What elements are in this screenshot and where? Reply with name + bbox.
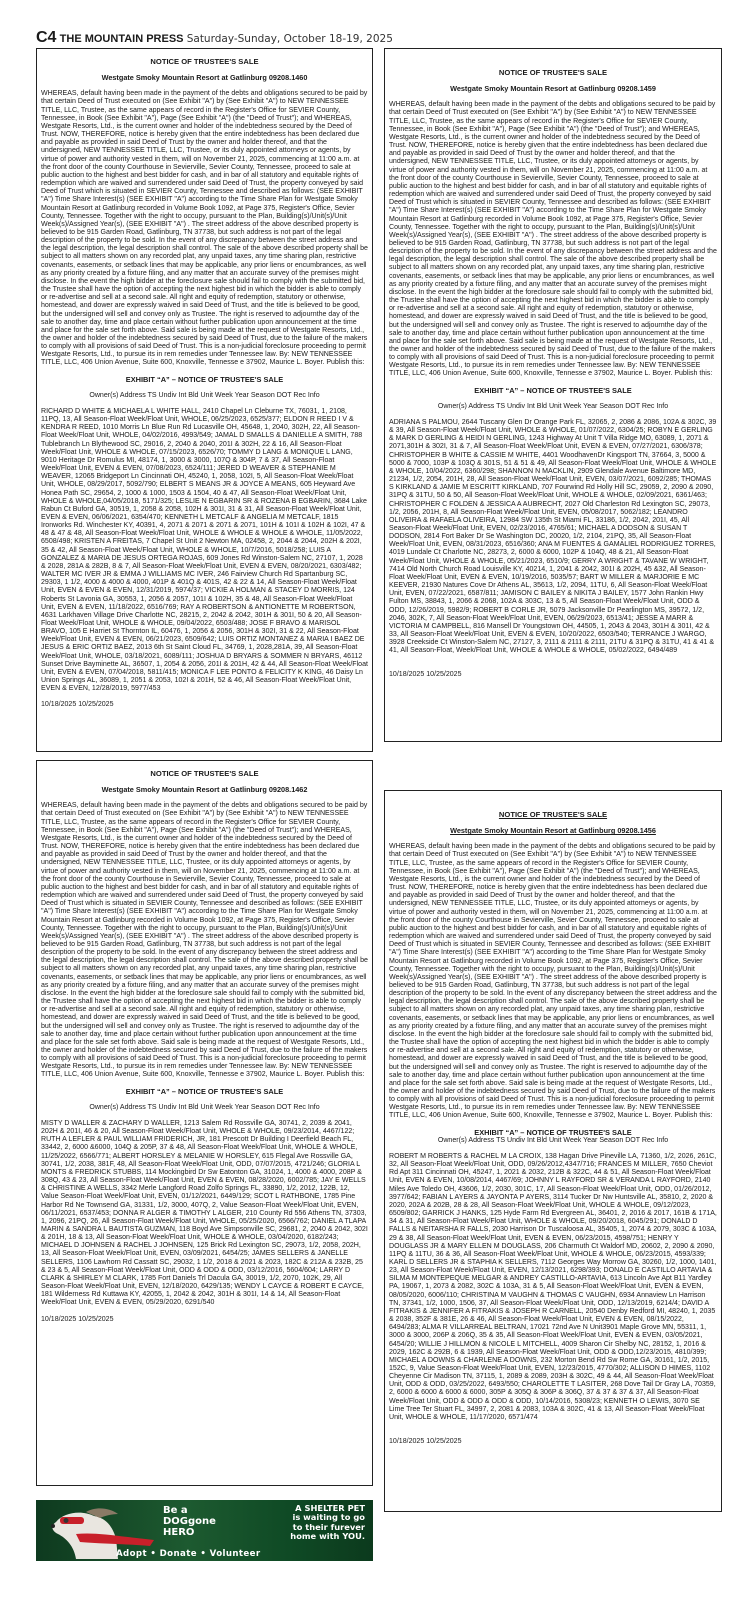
- publish-dates: 10/18/2025 10/25/2025: [389, 671, 462, 679]
- ad-headline-line: Be a: [163, 1505, 188, 1516]
- page-number: C4: [36, 29, 57, 46]
- exhibit-columns: Owner(s) Address TS Undiv Int Bld Unit Week Year Season DOT Rec Info: [437, 1136, 669, 1144]
- notice-body: WHEREAS, default having been made in the payment of the debts and obligations secured to be paid by that certain Deed of Trust executed on (See Exhibit "A") by (See Exhibit "A") to NEW TENNESSEE TITLE, LLC, Trustee, as the same appears of record in the Register's Office for SEVIER County, Tennessee, in Book (See Exhibit "A"), Page (See Exhibit "A") (the "Deed of Trust"); and WHEREAS, Westgate Resorts, Ltd., is the current owner and holder of the indebtedness secured by the Deed of Trust. NOW, THEREFORE, notice is hereby given that the entire indebtedness has been declared due and payable as provided in said Deed of Trust by the owner and holder thereof, and that the undersigned, NEW TENNESSEE TITLE, LLC, Trustee, or its duly appointed attorneys or agents, by virtue of power and authority vested in them, will on November 21, 2025, commencing at 11:00 a.m. at the front door of the county Courthouse in Sevierville, Sevier County, Tennessee, proceed to sale at public auction to the highest and best bidder for cash, and in bar of all statutory and equitable rights of redemption which are waived and surrendered under said Deed of Trust, the property conveyed by said Deed of Trust which is situated in SEVIER County, Tennessee and described as follows: (SEE EXHIBIT "A") Time Share Interest(s) (SEE EXHIBIT "A") according to the Time Share Plan for Westgate Smoky Mountain Resort at Gatlinburg recorded in Volume Book 1092, at Page 375, Register's Office, Sevier County, Tennessee. Together with the right to occupy, pursuant to the Plan, Building(s)/Unit(s)/Unit Week(s)/Assigned Year(s), (SEE EXHIBIT "A") . The street address of the above described property is believed to be 915 Garden Road, Gatlinburg, TN 37738, but such address is not part of the legal description of the property to be sold. In the event of any discrepancy between the street address and the legal description, the legal description shall control. The sale of the above described property shall be subject to all matters shown on any recorded plat, any unpaid taxes, any time sharing plan, restrictive covenants, easements, or setback lines that may be applicable, any prior liens or encumbrances, as well as any priority created by a fixture filing, and any matter that an accurate survey of the premises might disclose. In the event the high bidder at the foreclosure sale should fail to comply with the submitted bid, the Trustee shall have the option of accepting the next highest bid in which the bidder is able to comply or re-advertise and sell at a second sale. All right and equity of redemption, statutory or otherwise, homestead, and dower are expressly waived in said Deed of Trust, and the title is believed to be good, but the undersigned will sell and convey only as Trustee. The right is reserved to adjournthe day of the sale to another day, time and place certain without further publication upon announcement at the time and place for the sale set forth above. Said sale is being made at the request of Westgate Resorts, Ltd., the owner and holder of the indebtedness secured by said Deed of Trust, due to the failure of the makers to comply with all provisions of said Deed of Trust. This is a non-judicial foreclosure proceeding to permit Westgate Resorts, Ltd., to pursue its in rem remedies under Tennessee law. By: NEW TENNESSEE TITLE, LLC, 406 Union Avenue, Suite 600, Knoxville, Tennesse e 37902, Maurice L. Boyer. Publish this:: [41, 802, 368, 1079]
- exhibit-title: EXHIBIT “A” – NOTICE OF TRUSTEE'S SALE: [125, 1086, 284, 1096]
- ad-message-line: A SHELTER PET: [295, 1503, 365, 1513]
- publish-dates: 10/18/2025 10/25/2025: [389, 1438, 462, 1446]
- publish-dates: 10/18/2025 10/25/2025: [41, 1315, 114, 1323]
- notice-subtitle: Westgate Smoky Mountain Resort at Gatlinburg 09208.1462: [101, 785, 308, 795]
- ad-message-line: home with YOU.: [290, 1531, 365, 1542]
- ad-message: [290, 1504, 365, 1542]
- exhibit-columns: Owner(s) Address TS Undiv Int Bld Unit Week Year Season DOT Rec Info: [89, 1103, 320, 1111]
- shelter-pet-ad[interactable]: [36, 1500, 373, 1561]
- issue-date: Saturday-Sunday, October 18-19, 2025: [186, 33, 393, 45]
- legal-notice-1460: [36, 48, 373, 752]
- exhibit-records: ADRIANA S PALMOU, 2644 Tuscany Glen Dr Orange Park FL, 32065, 2, 2086 & 2086, 102A & 302C, 39 & 39, All Season-Float Week/Float Unit, WHOLE & WHOLE, 01/07/2022, 6304/25; ROBYN E GERLING & MARK D GERLING & HEIDI N GERLING, 1243 Highway At Unit T Villa Ridge MO, 63089, 1, 2071 & 2071,301H & 302I, 31 & 7, All Season-Float Week/Float Unit, EVEN & EVEN, 07/27/2021, 6306/378; CHRISTOPHER B WHITE & CASSIE M WHITE, 4401 WoodhavenDr Kingsport TN, 37664, 3, 5000 & 5000 & 7000, 103P & 103Q & 301S, 51 & 51 & 49, All Season-Float Week/Float Unit, WHOLE & WHOLE & WHOLE, 10/04/2022, 6360/298; SHANNON N MACKLIN, 2909 Glendale Avenue Baltimore MD, 21234, 1/2, 2054, 201H, 28, All Season-Float Week/Float Unit, EVEN, 03/07/2021, 6092/285; THOMAS S KIRKLAND & JAMIE M ESCRITT KIRKLAND, 707 Fourwind Rd Holly Hill SC, 29059, 2, 2090 & 2090, 31PQ & 31TU, 50 & 50, All Season-Float Week/Float Unit, WHOLE & WHOLE, 02/09/2021, 6361/463; CHRISTOPHER C FOLDEN & JESSICA A AUBRECHT, 2027 Old Charleston Rd Lexington SC, 29073, 1/2, 2056, 201H, 8, All Season-Float Week/Float Unit, EVEN, 05/08/2017, 5062/182; LEANDRO OLIVEIRA & RAFAELA OLIVEIRA, 12984 SW 135th St Miami FL, 33186, 1/2, 2042, 201I, 45, All Season-Float Week/Float Unit, EVEN, 02/23/2016, 4765/61; MICHAEL A DODSON & SUSAN T DODSON, 2814 Fort Baker Dr Se Washington DC, 20020, 1/2, 2104, 21PQ, 35, All Season-Float Week/Float Unit, EVEN, 08/31/2023, 6516/360; ANA M FUENTES & GAMALIEL RODRIGUEZ TORRES, 4019 Lundale Ct Charlotte NC, 28273, 2, 6000 & 6000, 102P & 104Q, 48 & 21, All Season-Float Week/Float Unit, WHOLE & WHOLE, 05/21/2023, 6510/9; GERRY A WRIGHT & TAVANE W WRIGHT, 7414 Old North Church Road Louisville KY, 40214, 1, 2041 & 2042, 301I & 202H, 45 &32, All Season-Float Week/Float Unit, EVEN & EVEN, 10/19/2016, 5035/57; BART W MILLER & MARJORIE E MC KEEVER, 21930 Natures Cove Dr Athens AL, 35613, 1/2, 2094, 11TU, 6, All Season-Float Week/Float Unit, EVEN, 07/22/2021, 6587/811; JAMISON C BAILEY & NIKITA J BAILEY, 1577 John Rankin Hwy Fulton MS, 38843, 1, 2066 & 2068, 102A & 303C, 13 & 5, All Season-Float Week/Float Unit, ODD & ODD, 12/26/2019, 5982/9; ROBERT B CORLE JR, 5079 Jacksonville Dr Pearlington MS, 39572, 1/2, 2046, 302K, 7, All Season-Float Week/Float Unit, EVEN, 06/29/2023, 6513/41; JESSE A MARR & VICTORIA M CAMPBELL, 816 Mansell Dr Youngstown OH, 44505, 1, 2043 & 2043, 301H & 301I, 42 & 33, All Season-Float Week/Float Unit, EVEN & EVEN, 10/20/2022, 6503/540; TERRANCE J WARGO, 3928 Creekside Ct Winston-Salem NC, 27127, 3, 2111 & 2111 & 2111, 21TU & 31PQ & 31TU, 41 & 41 & 41, All Season-Float, Week/Float Unit, WHOLE & WHOLE & WHOLE, 05/02/2022, 6494/489: [389, 418, 717, 655]
- ad-headline: [163, 1505, 216, 1538]
- notice-title: NOTICE OF TRUSTEE'S SALE: [498, 68, 608, 77]
- newspaper-name: THE MOUNTAIN PRESS: [59, 33, 184, 45]
- legal-notice-1456: [384, 790, 722, 1512]
- notice-body: WHEREAS, default having been made in the payment of the debts and obligations secured to be paid by that certain Deed of Trust executed on (See Exhibit "A") by (See Exhibit "A") to NEW TENNESSEE TITLE, LLC, Trustee, as the same appears of record in the Register's Office for SEVIER County, Tennessee, in Book (See Exhibit "A"), Page (See Exhibit "A") (the "Deed of Trust"); and WHEREAS, Westgate Resorts, Ltd., is the current owner and holder of the indebtedness secured by the Deed of Trust. NOW, THEREFORE, notice is hereby given that the entire indebtedness has been declared due and payable as provided in said Deed of Trust by the owner and holder thereof, and that the undersigned, NEW TENNESSEE TITLE, LLC, Trustee, or its duly appointed attorneys or agents, by virtue of power and authority vested in them, will on November 21, 2025, commencing at 11:00 a.m. at the front door of the county Courthouse in Sevierville, Sevier County, Tennessee, proceed to sale at public auction to the highest and best bidder for cash, and in bar of all statutory and equitable rights of redemption which are waived and surrendered under said Deed of Trust, the property conveyed by said Deed of Trust which is situated in SEVIER County, Tennessee and described as follows: (SEE EXHIBIT "A") Time Share Interest(s) (SEE EXHIBIT "A") according to the Time Share Plan for Westgate Smoky Mountain Resort at Gatlinburg recorded in Volume Book 1092, at Page 375, Register's Office, Sevier County, Tennessee. Together with the right to occupy, pursuant to the Plan, Building(s)/Unit(s)/Unit Week(s)/Assigned Year(s), (SEE EXHIBIT "A") . The street address of the above described property is believed to be 915 Garden Road, Gatlinburg, TN 37738, but such address is not part of the legal description of the property to be sold. In the event of any discrepancy between the street address and the legal description, the legal description shall control. The sale of the above described property shall be subject to all matters shown on any recorded plat, any unpaid taxes, any time sharing plan, restrictive covenants, easements, or setback lines that may be applicable, any prior liens or encumbrances, as well as any priority created by a fixture filing, and any matter that an accurate survey of the premises might disclose. In the event the high bidder at the foreclosure sale should fail to comply with the submitted bid, the Trustee shall have the option of accepting the next highest bid in which the bidder is able to comply or re-advertise and sell at a second sale. All right and equity of redemption, statutory or otherwise, homestead, and dower are expressly waived in said Deed of Trust, and the title is believed to be good, but the undersigned will sell and convey only as Trustee. The right is reserved to adjournthe day of the sale to another day, time and place certain without further publication upon announcement at the time and place for the sale set forth above. Said sale is being made at the request of Westgate Resorts, Ltd., the owner and holder of the indebtedness secured by said Deed of Trust, due to the failure of the makers to comply with all provisions of said Deed of Trust. This is a non-judicial foreclosure proceeding to permit Westgate Resorts, Ltd., to pursue its in rem remedies under Tennessee law. By: NEW TENNESSEE TITLE, LLC, 406 Union Avenue, Suite 600, Knoxville, Tennesse e 37902, Maurice L. Boyer. Publish this:: [389, 101, 717, 378]
- ad-headline-line: HERO: [163, 1527, 195, 1538]
- notice-subtitle: Westgate Smoky Mountain Resort at Gatlinburg 09208.1456: [450, 826, 656, 836]
- legal-notice-1462: [36, 760, 373, 1486]
- ad-message-line: to their furever: [292, 1521, 365, 1532]
- notice-title: NOTICE OF TRUSTEE'S SALE: [498, 810, 608, 819]
- publish-dates: 10/18/2025 10/25/2025: [41, 701, 114, 709]
- page-masthead: [36, 30, 393, 47]
- notice-body: WHEREAS, default having been made in the payment of the debts and obligations secured to be paid by that certain Deed of Trust executed on (See Exhibit "A") by (See Exhibit "A") to NEW TENNESSEE TITLE, LLC, Trustee, as the same appears of record in the Register's Office for SEVIER County, Tennessee, in Book (See Exhibit "A"), Page (See Exhibit "A") (the "Deed of Trust"); and WHEREAS, Westgate Resorts, Ltd., is the current owner and holder of the indebtedness secured by the Deed of Trust. NOW, THEREFORE, notice is hereby given that the entire indebtedness has been declared due and payable as provided in said Deed of Trust by the owner and holder thereof, and that the undersigned, NEW TENNESSEE TITLE, LLC, Trustee, or its duly appointed attorneys or agents, by virtue of power and authority vested in them, will on November 21, 2025, commencing at 11:00 a.m. at the front door of the county Courthouse in Sevierville, Sevier County, Tennessee, proceed to sale at public auction to the highest and best bidder for cash, and in bar of all statutory and equitable rights of redemption which are waived and surrendered under said Deed of Trust, the property conveyed by said Deed of Trust which is situated in SEVIER County, Tennessee and described as follows: (SEE EXHIBIT "A") Time Share Interest(s) (SEE EXHIBIT "A") according to the Time Share Plan for Westgate Smoky Mountain Resort at Gatlinburg recorded in Volume Book 1092, at Page 375, Register's Office, Sevier County, Tennessee. Together with the right to occupy, pursuant to the Plan, Building(s)/Unit(s)/Unit Week(s)/Assigned Year(s), (SEE EXHIBIT "A") . The street address of the above described property is believed to be 915 Garden Road, Gatlinburg, TN 37738, but such address is not part of the legal description of the property to be sold. In the event of any discrepancy between the street address and the legal description, the legal description shall control. The sale of the above described property shall be subject to all matters shown on any recorded plat, any unpaid taxes, any time sharing plan, restrictive covenants, easements, or setback lines that may be applicable, any prior liens or encumbrances, as well as any priority created by a fixture filing, and any matter that an accurate survey of the premises might disclose. In the event the high bidder at the foreclosure sale should fail to comply with the submitted bid, the Trustee shall have the option of accepting the next highest bid in which the bidder is able to comply or re-advertise and sell at a second sale. All right and equity of redemption, statutory or otherwise, homestead, and dower are expressly waived in said Deed of Trust, and the title is believed to be good, but the undersigned will sell and convey only as Trustee. The right is reserved to adjournthe day of the sale to another day, time and place certain without further publication upon announcement at the time and place for the sale set forth above. Said sale is being made at the request of Westgate Resorts, Ltd., the owner and holder of the indebtedness secured by said Deed of Trust, due to the failure of the makers to comply with all provisions of said Deed of Trust. This is a non-judicial foreclosure proceeding to permit Westgate Resorts, Ltd., to pursue its in rem remedies under Tennessee law. By: NEW TENNESSEE TITLE, LLC, 406 Union Avenue, Suite 600, Knoxville, Tennesse e 37902, Maurice L. Boyer. Publish this:: [389, 843, 717, 1120]
- ad-message-line: is waiting to go: [292, 1512, 365, 1523]
- legal-notice-1459: [384, 48, 722, 742]
- notice-title: NOTICE OF TRUSTEE'S SALE: [150, 57, 259, 66]
- exhibit-records: MISTY D WALLER & ZACHARY D WALLER, 1213 Salem Rd Rossville GA, 30741, 2, 2039 & 2041, 202H & 201I, 46 & 20, All Season-Float Week/Float Unit, WHOLE & WHOLE, 09/23/2014, 4467/122; RUTH A LEFLER & PAUL WILLIAM FRIDERICH, JR, 181 Prescott Dr Building I Deerfield Beach FL, 33442, 2, 6000 &6000, 104Q & 205P, 37 & 48, All Season-Float Week/Float Unit, WHOLE & WHOLE, 11/25/2022, 6566/771; ALBERT HORSLEY & MELANIE W HORSLEY, 615 Flegal Ave Rossville GA, 30741, 1/2, 2038, 381F, 48, All Season-Float Week/Float Unit, ODD, 07/07/2015, 4721/246; GLORIA L MONTS & FREDRICK STUBBS, 114 Mockingbird Dr Sw Eatonton GA, 31024, 1, 4000 & 4000, 208P & 308Q, 43 & 23, All Season-Float Week/Float Unit, EVEN & EVEN, 08/28/2020, 6002/785; JAY E WELLS & CHRISTINE A WELLS, 3342 Merle Langford Road Zolfo Springs FL, 33890, 1/2, 2012, 122B, 12, Value Season-Float Week/Float Unit, EVEN, 01/12/2021, 6449/129; SCOT L RATHBONE, 1785 Pine Harbor Rd Ne Townsend GA, 31331, 1/2, 3000, 407Q, 2, Value Season-Float Week/Float Unit, EVEN, 06/11/2021, 6537/453; DONNA R ALGER & TIMOTHY L ALGER, 210 County Rd 556 Athens TN, 37303, 1, 2096, 21PQ, 26, All Season-Float Week/Float Unit, WHOLE, 05/25/2020, 6566/762; DANIEL A TLAPA MARIN & SANDRA L BAUTISTA GUZMAN, 118 Boyd Ave Simpsonville SC, 29681, 2, 2040 & 2042, 302I & 201H, 18 & 13, All Season-Float Week/Float Unit, WHOLE & WHOLE, 03/04/2020, 6182/243; MICHAEL D JOHNSEN & RACHEL J JOHNSEN, 125 Brick Rd Lexington SC, 29073, 1/2, 2058, 202H, 13, All Season-Float Week/Float Unit, EVEN, 03/09/2021, 6454/25; JAMES SELLERS & JANELLE SELLERS, 1106 Lawhorn Rd Cassatt SC, 29032, 1 1/2, 2018 & 2021 & 2023, 182C & 212A & 232B, 25 & 23 & 5, All Season-Float Week/Float Unit, ODD & ODD & ODD, 03/12/2016, 5604/604; LARRY D CLARK & SHIRLEY M CLARK, 1785 Fort Daniels Trl Dacula GA, 30019, 1/2, 2070, 102K, 29, All Season-Float Week/Float Unit, EVEN, 12/18/2020, 6429/135; WENDY L CAYCE & ROBERT E CAYCE, 181 Wilderness Rd Kuttawa KY, 42055, 1, 2042 & 2042, 301H & 301I, 14 & 14, All Season-Float Week/Float Unit, EVEN & EVEN, 05/29/2020, 6291/540: [41, 1119, 368, 1307]
- notice-title: NOTICE OF TRUSTEE'S SALE: [150, 769, 259, 778]
- exhibit-columns: Owner(s) Address TS Undiv Int Bld Unit Week Year Season DOT Rec Info: [437, 402, 669, 410]
- exhibit-title: EXHIBIT “A” – NOTICE OF TRUSTEE'S SALE: [474, 385, 632, 395]
- exhibit-records: RICHARD D WHITE & MICHAELA L WHITE HALL, 2410 Chapel Ln Cleburne TX, 76031, 1, 2108, 11PQ, 13, All Season-Float Week/Float Unit, WHOLE, 06/25/2023, 6525/377; ELDON R REED I V & KENDRA R REED, 1010 Morris Ln Blue Run Rd Lucasville OH, 45648, 1, 2040, 302H, 22, All Season-Float Week/Float Unit, WHOLE, 04/02/2016, 4993/549; JAMAL D SMALLS & DANIELLE A SMITH, 788 Tublebranch Ln Blythewood SC, 29016, 2, 2040 & 2040, 201I & 302H, 22 & 16, All Season-Float Week/Float Unit, WHOLE & WHOLE, 07/15/2023, 6526/70; TOMMY D LANG & MONIQUE L LANG, 9010 Heritage Dr Romulus MI, 48174, 1, 3000 & 3000, 107Q & 304P, 7 & 37, All Season-Float Week/Float Unit, EVEN & EVEN, 07/08/2023, 6524/111; JERED D WEAVER & STEPHANIE M WEAVER, 12065 Bridgeport Ln Cincinnati OH, 45240, 1, 2058, 102I, 5, All Season-Float Week/Float Unit, WHOLE, 08/29/2017, 5092/790; ELBERT S MEANS JR & JOYCE A MEANS, 605 Heyward Ave Honea Path SC, 29654, 2, 1000 & 1000, 1503 & 1504, 40 & 47, All Season-Float Week/Float Unit, WHOLE & WHOLE,04/05/2018, 5171/325; LESLIE N EGBARIN SR & ROZENA B EGBARIN, 3684 Lake Rabun Ct Buford GA, 30519, 1, 2058 & 2058, 102H & 301I, 31 & 31, All Season-Float Week/Float Unit, EVEN & EVEN, 06/06/2021, 6354/470; KENNETH L METCALF & ANGELIA M METCALF, 1815 Ironworks Rd. Winchester KY, 40391, 4, 2071 & 2071 & 2071 & 2071, 101H & 101I & 102H & 102I, 47 & 48 & 47 & 48, All Season-Float Week/Float Unit, WHOLE & WHOLE & WHOLE & WHOLE, 11/05/2022, 6508/498; KRISTEN A FREITAS, 7 Chapel St Unit 2 Newton MA, 02458, 2, 2044 & 2044, 202H & 202I, 35 & 42, All Season-Float Week/Float Unit, WHOLE & WHOLE, 10/7/2016, 5018/258; LUIS A GONZALEZ & MARIA DE JESUS ORTEGA ROJAS, 609 Jones Rd Winston-Salem NC, 27107, 1, 2028 & 2028, 281A & 282B, 8 & 7, All Season-Float Week/Float Unit, EVEN & EVEN, 08/20/2021, 6303/482; WALTER MC IVER JR & EMMA J WILLIAMS MC IVER, 246 Fairview Church Rd Spartanburg SC, 29303, 1 1/2, 4000 & 4000 & 4000, 401P & 401Q & 401S, 42 & 22 & 14, All Season-Float Week/Float Unit, EVEN & EVEN & EVEN, 12/31/2019, 5974/37; VICKIE A HOLMAN & STACEY D MORRIS, 124 Roberts St Lavonia GA, 30553, 1, 2056 & 2057, 101I & 102H, 35 & 48, All Season-Float Week/Float Unit, EVEN & EVEN, 11/18/2022, 6516/769; RAY A ROBERTSON & ANTIONETTE M ROBERTSON, 4631 Larkhaven Village Drive Charlotte NC, 28215, 2, 2042 & 2042, 301H & 301I, 50 & 20, All Season-Float Week/Float Unit, WHOLE & WHOLE, 09/04/2022, 6503/488; JOSE F BRAVO & MARISOL BRAVO, 105 E Harriet St Thornton IL, 60476, 1, 2056 & 2056, 301H & 302I, 31 & 22, All Season-Float Week/Float Unit, EVEN & EVEN, 06/21/2023, 6509/642; LUIS ORTIZ MONTANEZ & MARIA I BAEZ DE JESUS & ERIC ORTIZ BAEZ, 2013 6th St Saint Cloud FL, 34769, 1, 2028,281A, 39, All Season-Float Week/Float Unit, WHOLE, 03/18/2021, 6089/111; JOSHUA D BRYARS & SOMMER N BRYARS, 46112 Sunset Drive Bayminette AL, 36507, 1, 2054 & 2056, 201I & 201H, 42 & 44, All Season-Float Week/Float Unit, EVEN & EVEN, 07/04/2018, 5811/415; MONICA F LEE PONTO & FELICITY K KING, 46 Daisy Ln Union Springs AL, 36089, 1, 2051 & 2053, 102I & 201H, 52 & 46, All Season-Float Week/Float Unit, EVEN & EVEN, 12/28/2019, 5977/453: [41, 407, 368, 693]
- exhibit-records: ROBERT M ROBERTS & RACHEL M LA CROIX, 138 Hagan Drive Pineville LA, 71360, 1/2, 2026, 261C, 32, All Season-Float Week/Float Unit, ODD, 09/26/2012,4347/716; FRANCES M MILLER, 7650 Cheviot Rd Apt 311 Cincinnati OH, 45247, 1, 2021 & 2032, 212B & 322C, 44 & 51, All Season-Float Week/Float Unit, EVEN & EVEN, 10/08/2014, 4467/69; JOHNNY L RAYFORD SR & VERANDA L RAYFORD, 2140 Miles Ave Toledo OH, 43606, 1/2, 2030, 301C, 17, All Season-Float Week/Float Unit, ODD, 01/26/2012, 3977/642; FABIAN L AYERS & JAYONTA P AYERS, 3114 Tucker Dr Nw Huntsville AL, 35810, 2, 2020 & 2020, 202A & 202B, 28 & 28, All Season-Float Week/Float Unit, WHOLE & WHOLE, 09/12/2023, 6509/802; GARRICK J HANKS, 125 Hyde Farm Rd Evergreen AL, 36401, 2, 2016 & 2017, 161B & 171A, 34 & 31, All Season-Float Week/Float Unit, WHOLE & WHOLE, 09/20/2018, 6045/291; DONALD D FALLS & NEITARSHA R FALLS, 2030 Harrison Dr Tuscaloosa AL, 35405, 1, 2074 & 2079, 303C & 103A, 29 & 38, All Season-Float Week/Float Unit, EVEN & EVEN, 06/23/2015, 4598/751; HENRY Y DOUGLASS JR & MARY ELLEN M DOUGLASS, 206 Charmuth Ct Waldorf MD, 20602, 2, 2090 & 2090, 11PQ & 11TU, 36 & 36, All Season-Float Week/Float Unit, WHOLE & WHOLE, 06/23/2015, 4593/339; KARL D SELLERS JR & STAPHIA K SELLERS, 7112 Georges Way Morrow GA, 30260, 1/2, 1000, 1401, 23, All Season-Float Week/Float Unit, EVEN, 12/13/2021, 6298/393; DONALD E CASTILLO ARTAVIA & SILMA M MONTEPEQUE MELGAR & ANDREY CASTILLO-ARTAVIA, 613 Lincoln Ave Apt B11 Yardley PA, 19067, 1, 2073 & 2082, 302C & 103A, 31 & 5, All Season-Float Week/Float Unit, EVEN & EVEN, 08/05/2020, 6006/110; CHRISTINA M VAUGHN & THOMAS C VAUGHN, 6934 Annaview Ln Harrison TN, 37341, 1/2, 1000, 1506, 37, All Season-Float Week/Float Unit, ODD, 12/13/2019, 6214/4; DAVID A FITRAKIS & JENNIFER A FITRAKIS & JOSEPH R CARNELL, 20540 Denby Redford MI, 48240, 1, 2035 & 2038, 352F & 381E, 26 & 46, All Season-Float Week/Float Unit, EVEN & EVEN, 08/15/2022, 6494/283; ALMA R VILLARREAL BELTRAN, 17021 72nd Ave N Unit3901 Maple Grove MN, 55311, 1, 3000 & 3000, 206P & 206Q, 35 & 35, All Season-Float Week/Float Unit, EVEN & EVEN, 03/05/2021, 6454/20; WILLIE J HILLMON & NICOLE L MITCHELL, 4009 Sharon Cir Shelby NC, 28152, 1, 2016 & 2029, 162C & 292B, 6 & 1939, All Season-Float Week/Float Unit, ODD & ODD,12/23/2015, 4810/399; MICHAEL A DOWNS & CHARLENE A DOWNS, 232 Morton Bend Rd Sw Rome GA, 30161, 1/2, 2015, 152C, 9, Value Season-Float Week/Float Unit, EVEN, 12/23/2015, 4770/302; ALLISON D HIMES, 1102 Cheyenne Cir Madison TN, 37115, 1, 2089 & 2089, 203H & 302C, 49 & 44, All Season-Float Week/Float Unit, ODD & ODD, 03/25/2022, 6493/550; CHAROLETTE T LASITER, 268 Dove Tail Dr Gray LA, 70359, 2, 6000 & 6000 & 6000 & 6000, 305P & 305Q & 306P & 306Q, 37 & 37 & 37 & 37, All Season-Float Week/Float Unit, ODD & ODD & ODD & ODD, 10/14/2016, 5308/23; KENNETH O LEWIS, 3070 SE Lime Tree Ter Stuart FL, 34997, 2, 2081 & 2083, 103A & 302C, 41 & 13, All Season-Float Week/Float Unit, WHOLE & WHOLE, 11/17/2020, 6571/474: [389, 1152, 717, 1421]
- ad-tagline: Adopt • Donate • Volunteer: [116, 1549, 261, 1559]
- ad-headline-line: DOGgone: [163, 1516, 216, 1527]
- notice-subtitle: Westgate Smoky Mountain Resort at Gatlinburg 09208.1459: [450, 84, 656, 94]
- notice-body: WHEREAS, default having been made in the payment of the debts and obligations secured to be paid by that certain Deed of Trust executed on (See Exhibit "A") by (See Exhibit "A") to NEW TENNESSEE TITLE, LLC, Trustee, as the same appears of record in the Register's Office for SEVIER County, Tennessee, in Book (See Exhibit "A"), Page (See Exhibit "A") (the "Deed of Trust"); and WHEREAS, Westgate Resorts, Ltd., is the current owner and holder of the indebtedness secured by the Deed of Trust. NOW, THEREFORE, notice is hereby given that the entire indebtedness has been declared due and payable as provided in said Deed of Trust by the owner and holder thereof, and that the undersigned, NEW TENNESSEE TITLE, LLC, Trustee, or its duly appointed attorneys or agents, by virtue of power and authority vested in them, will on November 21, 2025, commencing at 11:00 a.m. at the front door of the county Courthouse in Sevierville, Sevier County, Tennessee, proceed to sale at public auction to the highest and best bidder for cash, and in bar of all statutory and equitable rights of redemption which are waived and surrendered under said Deed of Trust, the property conveyed by said Deed of Trust which is situated in SEVIER County, Tennessee and described as follows: (SEE EXHIBIT "A") Time Share Interest(s) (SEE EXHIBIT "A") according to the Time Share Plan for Westgate Smoky Mountain Resort at Gatlinburg recorded in Volume Book 1092, at Page 375, Register's Office, Sevier County, Tennessee. Together with the right to occupy, pursuant to the Plan, Building(s)/Unit(s)/Unit Week(s)/Assigned Year(s), (SEE EXHIBIT "A") . The street address of the above described property is believed to be 915 Garden Road, Gatlinburg, TN 37738, but such address is not part of the legal description of the property to be sold. In the event of any discrepancy between the street address and the legal description, the legal description shall control. The sale of the above described property shall be subject to all matters shown on any recorded plat, any unpaid taxes, any time sharing plan, restrictive covenants, easements, or setback lines that may be applicable, any prior liens or encumbrances, as well as any priority created by a fixture filing, and any matter that an accurate survey of the premises might disclose. In the event the high bidder at the foreclosure sale should fail to comply with the submitted bid, the Trustee shall have the option of accepting the next highest bid in which the bidder is able to comply or re-advertise and sell at a second sale. All right and equity of redemption, statutory or otherwise, homestead, and dower are expressly waived in said Deed of Trust, and the title is believed to be good, but the undersigned will sell and convey only as Trustee. The right is reserved to adjournthe day of the sale to another day, time and place certain without further publication upon announcement at the time and place for the sale set forth above. Said sale is being made at the request of Westgate Resorts, Ltd., the owner and holder of the indebtedness secured by said Deed of Trust, due to the failure of the makers to comply with all provisions of said Deed of Trust. This is a non-judicial foreclosure proceeding to permit Westgate Resorts, Ltd., to pursue its in rem remedies under Tennessee law. By: NEW TENNESSEE TITLE, LLC, 406 Union Avenue, Suite 600, Knoxville, Tennesse e 37902, Maurice L. Boyer. Publish this:: [41, 90, 368, 367]
- exhibit-title: EXHIBIT “A” – NOTICE OF TRUSTEE'S SALE: [125, 374, 284, 384]
- notice-subtitle: Westgate Smoky Mountain Resort at Gatlinburg 09208.1460: [101, 73, 308, 83]
- exhibit-title: EXHIBIT “A” – NOTICE OF TRUSTEE'S SALE: [474, 1127, 632, 1137]
- exhibit-columns: Owner(s) Address TS Undiv Int Bld Unit Week Year Season DOT Rec Info: [89, 391, 320, 399]
